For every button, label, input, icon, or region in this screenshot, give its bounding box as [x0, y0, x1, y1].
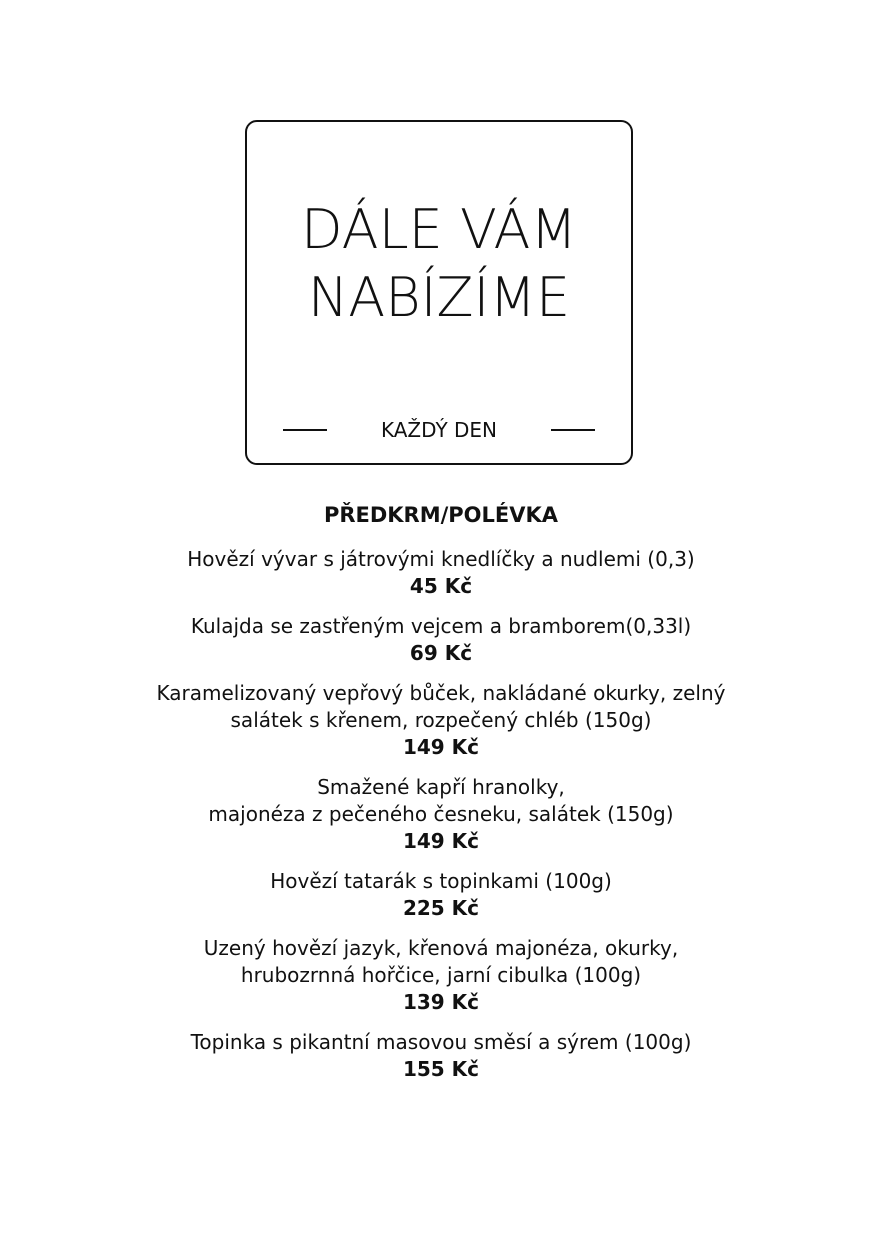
item-price: 69 Kč	[409, 641, 473, 665]
menu-item	[0, 774, 882, 854]
item-description	[0, 680, 882, 734]
item-price: 149 Kč	[402, 829, 480, 853]
right-divider	[551, 429, 595, 431]
page-title	[247, 196, 631, 332]
item-desc-line: Kulajda se zastřeným vejcem a bramborem(0,33l)	[190, 614, 692, 638]
item-price: 45 Kč	[409, 574, 473, 598]
menu-item	[0, 680, 882, 760]
item-desc-line: salátek s křenem, rozpečený chléb (150g)	[230, 708, 652, 732]
item-price: 149 Kč	[402, 735, 480, 759]
title-line-2: NABÍZÍME	[307, 266, 571, 329]
item-desc-line: hrubozrnná hořčice, jarní cibulka (100g)	[240, 963, 642, 987]
item-desc-line: Topinka s pikantní masovou směsí a sýrem (100g)	[190, 1030, 692, 1054]
item-desc-line: Smažené kapří hranolky,	[317, 775, 565, 799]
item-price: 139 Kč	[402, 990, 480, 1014]
item-description	[0, 546, 882, 573]
item-desc-line: Hovězí tatarák s topinkami (100g)	[270, 869, 612, 893]
item-description	[0, 868, 882, 895]
header-box	[245, 120, 633, 465]
item-desc-line: Karamelizovaný vepřový bůček, nakládané okurky, zelný	[156, 681, 726, 705]
item-price: 155 Kč	[402, 1057, 480, 1081]
item-description	[0, 613, 882, 640]
menu-item	[0, 613, 882, 666]
title-line-1: DÁLE VÁM	[301, 198, 577, 261]
menu-item	[0, 546, 882, 599]
item-desc-line: Uzený hovězí jazyk, křenová majonéza, okurky,	[203, 936, 679, 960]
menu-item	[0, 935, 882, 1015]
item-description	[0, 935, 882, 989]
subtitle: KAŽDÝ DEN	[380, 418, 498, 442]
menu-list	[0, 546, 882, 1096]
section-heading: PŘEDKRM/POLÉVKA	[323, 503, 559, 527]
item-description	[0, 774, 882, 828]
menu-item	[0, 868, 882, 921]
item-desc-line: Hovězí vývar s játrovými knedlíčky a nudlemi (0,3)	[187, 547, 695, 571]
item-price: 225 Kč	[402, 896, 480, 920]
subtitle-row	[247, 418, 631, 448]
item-description	[0, 1029, 882, 1056]
menu-item	[0, 1029, 882, 1082]
item-desc-line: majonéza z pečeného česneku, salátek (150g)	[208, 802, 674, 826]
